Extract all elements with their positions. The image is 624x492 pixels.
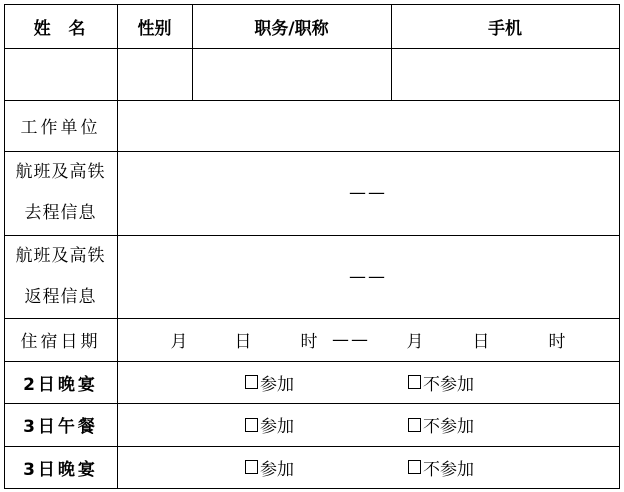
attend-option[interactable] — [245, 361, 315, 403]
checkbox-icon[interactable] — [408, 418, 421, 432]
stay-hour2: 时 — [548, 332, 566, 352]
phone-header — [391, 4, 619, 48]
meal-label-text: 3日午餐 — [23, 417, 98, 437]
name-header-label: 姓 名 — [33, 18, 88, 39]
checkbox-icon[interactable] — [408, 375, 421, 389]
checkbox-icon[interactable] — [245, 418, 258, 432]
position-field[interactable] — [192, 48, 391, 100]
attend-label: 参加 — [260, 374, 294, 395]
name-header — [4, 4, 117, 48]
attend-label: 参加 — [260, 459, 294, 480]
position-header-label: 职务/职称 — [254, 18, 329, 39]
checkbox-icon[interactable] — [408, 460, 421, 474]
not-attend-option[interactable] — [408, 403, 498, 446]
gender-header — [117, 4, 192, 48]
meal-label-text: 2日晚宴 — [23, 374, 98, 395]
stay-day2: 日 — [472, 332, 490, 352]
stay-month2: 月 — [406, 332, 424, 352]
position-header — [192, 4, 391, 48]
attend-option[interactable] — [245, 403, 315, 446]
work-unit-field[interactable] — [117, 100, 619, 151]
phone-header-label: 手机 — [488, 18, 522, 39]
outbound-field[interactable] — [117, 151, 619, 235]
attend-option[interactable] — [245, 446, 315, 488]
not-attend-label: 不参加 — [423, 374, 474, 395]
stay-separator: —— — [332, 329, 370, 350]
phone-field[interactable] — [391, 48, 619, 100]
meal-label — [4, 361, 117, 403]
meal-label-text: 3日晚宴 — [23, 459, 98, 480]
attend-label: 参加 — [260, 417, 294, 437]
return-label-line2: 返程信息 — [24, 286, 97, 307]
stay-hour1: 时 — [300, 332, 318, 352]
gender-header-label: 性别 — [137, 18, 172, 39]
return-value: —— — [349, 266, 387, 287]
stay-month1: 月 — [170, 332, 188, 352]
outbound-label — [4, 151, 117, 235]
table-border-right — [619, 4, 620, 489]
return-label — [4, 235, 117, 318]
not-attend-label: 不参加 — [423, 417, 474, 437]
name-field[interactable] — [4, 48, 117, 100]
stay-label — [4, 318, 117, 361]
meal-label — [4, 446, 117, 488]
outbound-label-line1: 航班及高铁 — [15, 162, 106, 182]
table-border-bottom — [4, 488, 620, 489]
not-attend-option[interactable] — [408, 446, 498, 488]
checkbox-icon[interactable] — [245, 460, 258, 474]
outbound-value: —— — [349, 183, 387, 203]
stay-label-text: 住宿日期 — [20, 332, 101, 352]
outbound-label-line2: 去程信息 — [24, 203, 97, 223]
work-unit-label-text: 工作单位 — [20, 118, 101, 138]
stay-day1: 日 — [234, 332, 252, 352]
work-unit-label — [4, 100, 117, 151]
return-field[interactable] — [117, 235, 619, 318]
not-attend-label: 不参加 — [423, 459, 474, 480]
return-label-line1: 航班及高铁 — [15, 245, 106, 266]
checkbox-icon[interactable] — [245, 375, 258, 389]
not-attend-option[interactable] — [408, 361, 498, 403]
gender-field[interactable] — [117, 48, 192, 100]
meal-label — [4, 403, 117, 446]
